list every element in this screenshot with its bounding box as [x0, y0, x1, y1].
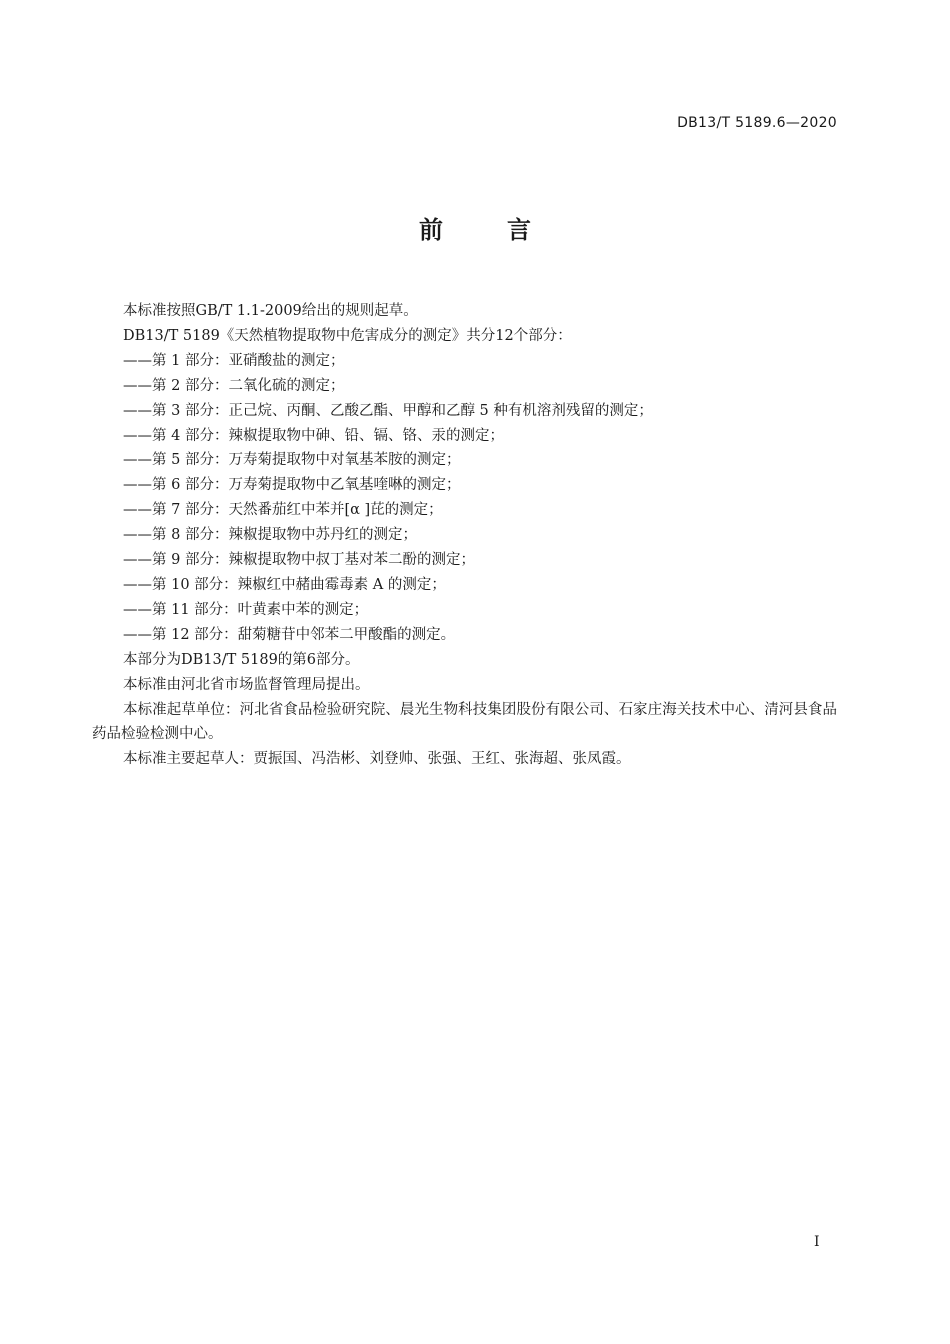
paragraph-drafting-rules: 本标准按照GB/T 1.1-2009给出的规则起草。 [123, 303, 418, 319]
paragraph-part-statement: 本部分为DB13/T 5189的第6部分。 [123, 651, 360, 668]
list-item-part-1: ——第 1 部分：亚硝酸盐的测定； [123, 352, 345, 369]
paragraph-proposer: 本标准由河北省市场监督管理局提出。 [123, 676, 370, 693]
list-item-part-2: ——第 2 部分：二氧化硫的测定； [123, 377, 345, 394]
document-code: DB13/T 5189.6—2020 [677, 115, 837, 131]
paragraph-drafting-units: 本标准起草单位：河北省食品检验研究院、晨光生物科技集团股份有限公司、石家庄海关技术中心、清河县食品药品检验检测中心。 [92, 701, 837, 743]
paragraph-series-intro: DB13/T 5189《天然植物提取物中危害成分的测定》共分12个部分： [123, 327, 572, 344]
foreword-body [92, 299, 837, 772]
list-item-part-9: ——第 9 部分：辣椒提取物中叔丁基对苯二酚的测定； [123, 552, 475, 569]
list-item-part-4: ——第 4 部分：辣椒提取物中砷、铅、镉、铬、汞的测定； [123, 427, 504, 444]
list-item-part-6: ——第 6 部分：万寿菊提取物中乙氧基喹啉的测定； [123, 477, 461, 494]
list-item-part-11: ——第 11 部分：叶黄素中苯的测定； [123, 601, 369, 618]
list-item-part-5: ——第 5 部分：万寿菊提取物中对氧基苯胺的测定； [123, 452, 461, 469]
page-title: 前 言 [419, 216, 551, 244]
page-number: I [814, 1234, 820, 1250]
list-item-part-7: ——第 7 部分：天然番茄红中苯并[α ]芘的测定； [123, 502, 443, 519]
list-item-part-8: ——第 8 部分：辣椒提取物中苏丹红的测定； [123, 527, 417, 544]
list-item-part-12: ——第 12 部分：甜菊糖苷中邻苯二甲酸酯的测定。 [123, 626, 456, 643]
list-item-part-3: ——第 3 部分：正己烷、丙酮、乙酸乙酯、甲醇和乙醇 5 种有机溶剂残留的测定； [123, 402, 653, 419]
list-item-part-10: ——第 10 部分：辣椒红中赭曲霉毒素 A 的测定； [123, 576, 446, 593]
paragraph-drafters: 本标准主要起草人：贾振国、冯浩彬、刘登帅、张强、王红、张海超、张凤霞。 [123, 751, 631, 768]
